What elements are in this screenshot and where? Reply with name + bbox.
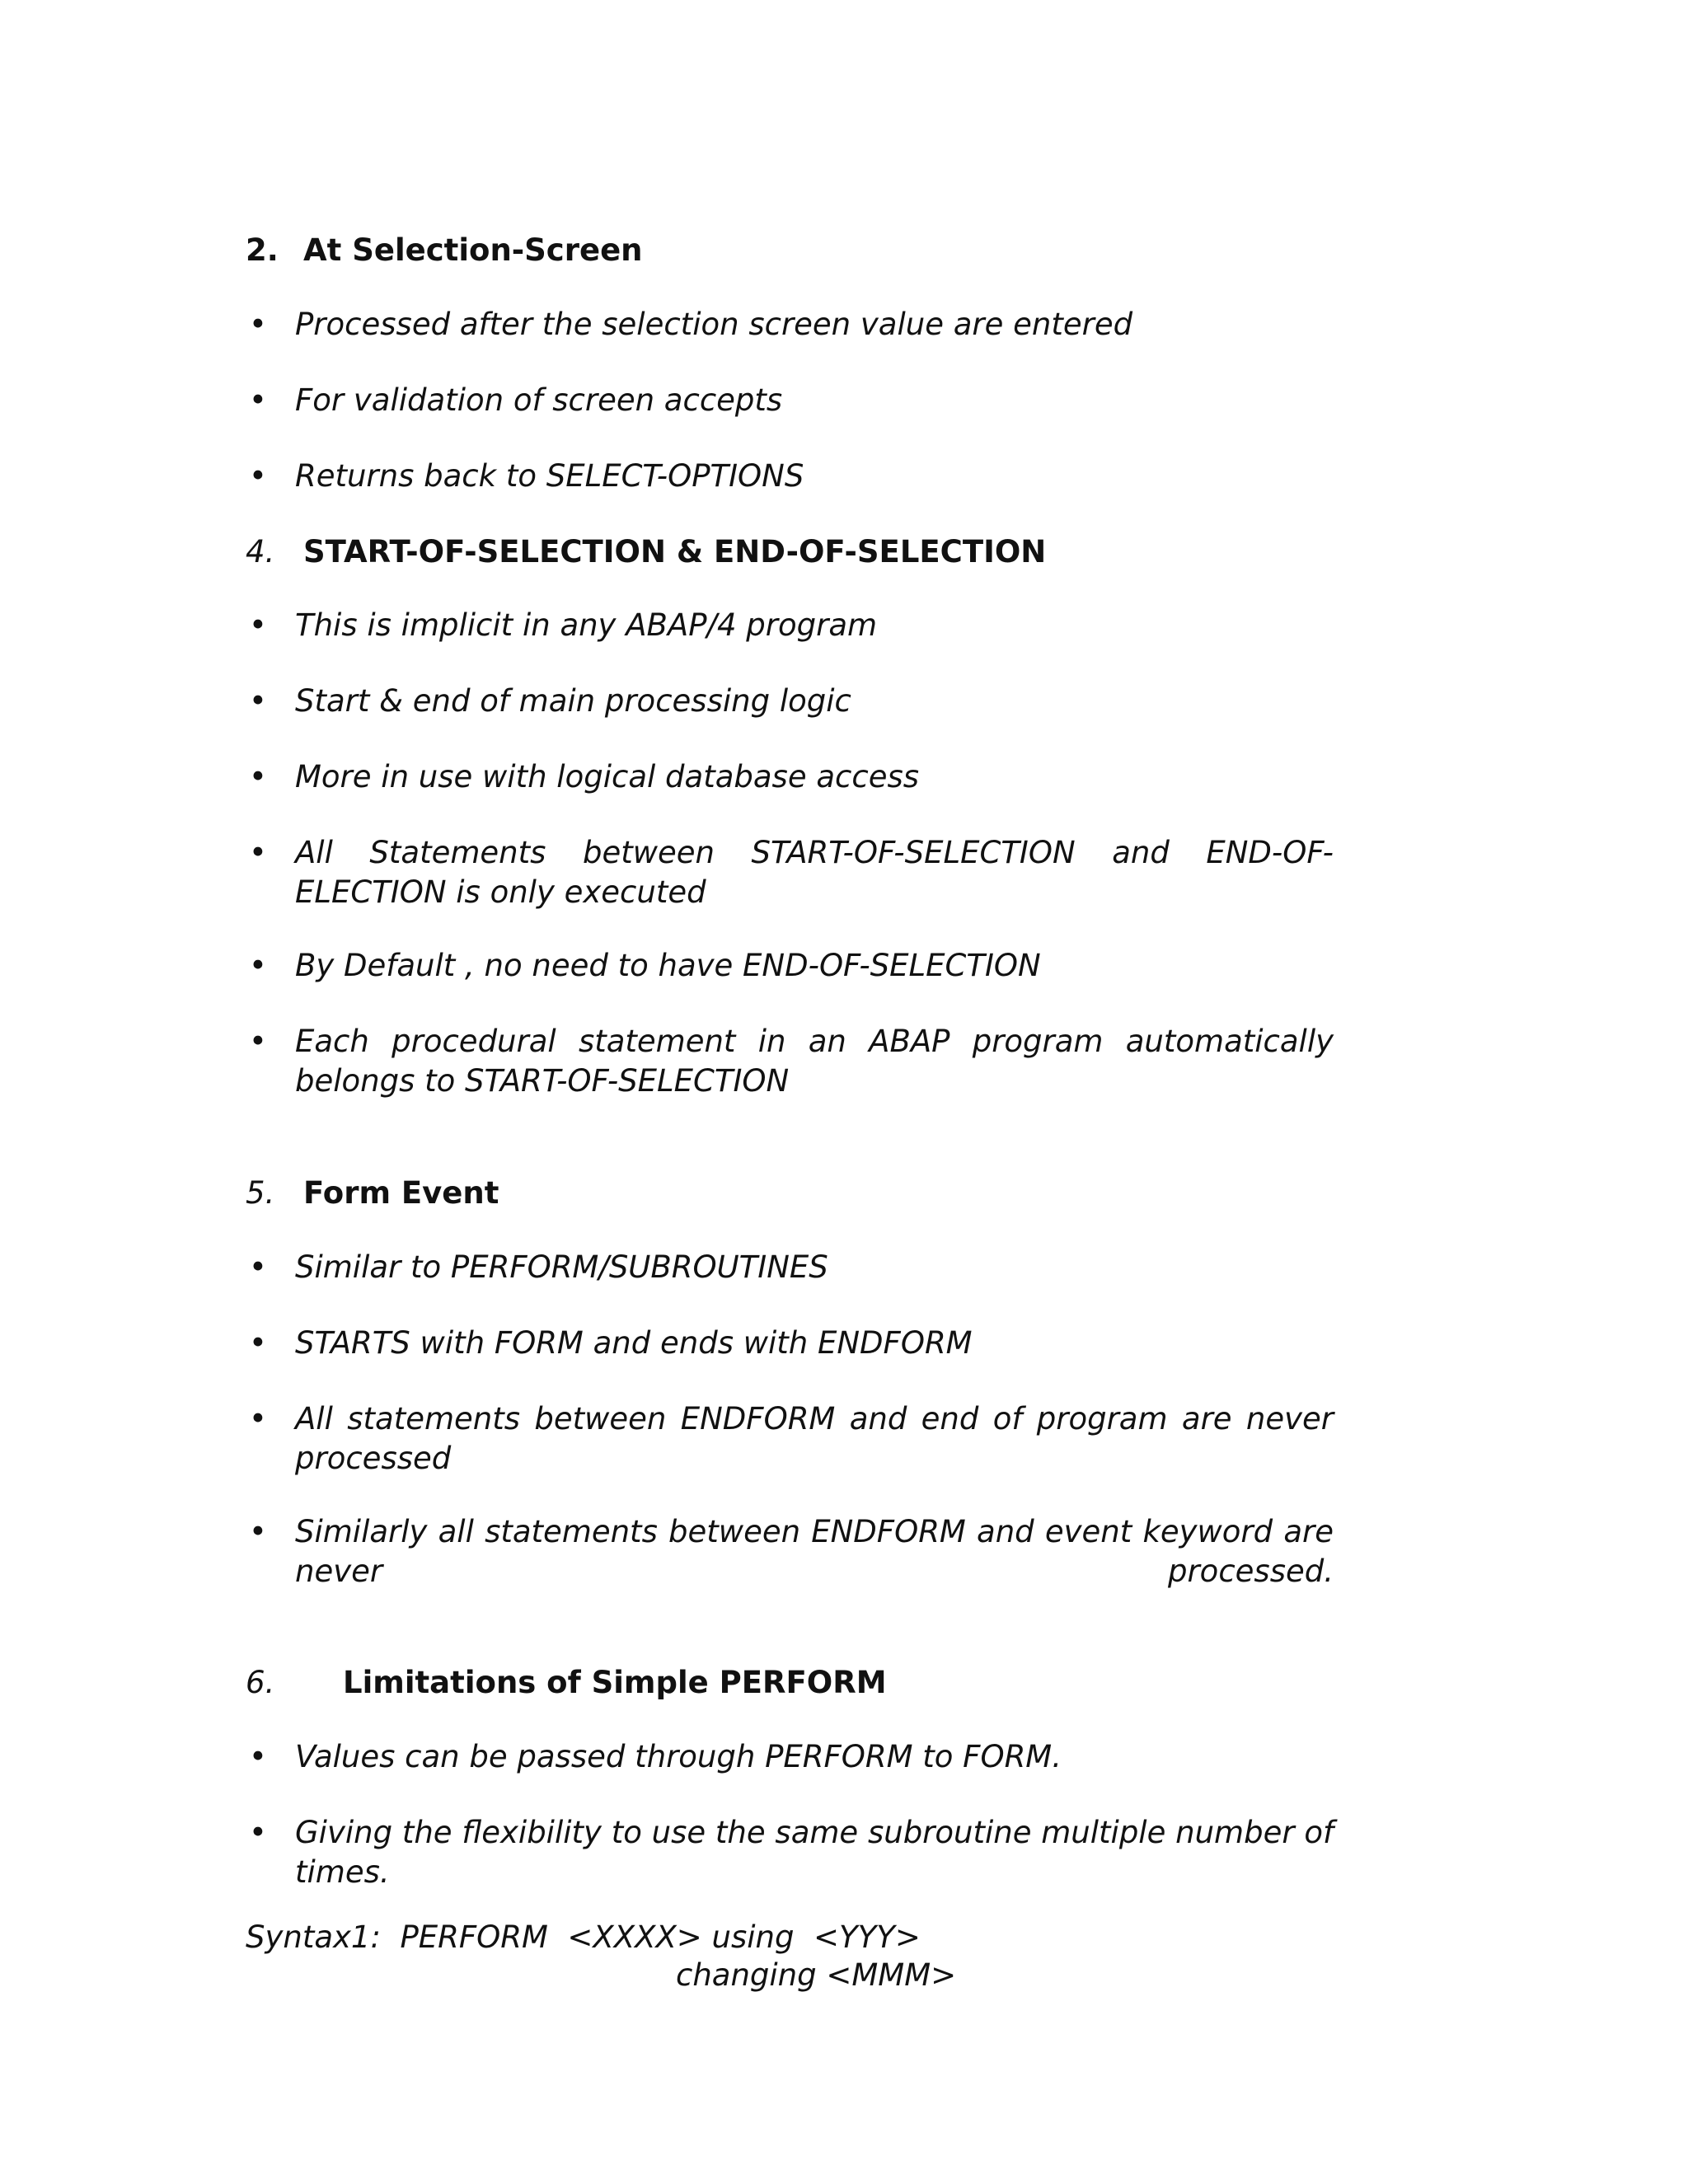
- section-heading-2: [246, 231, 643, 270]
- section-title: Form Event: [303, 1175, 499, 1211]
- section-number: 4.: [246, 534, 275, 569]
- bullet-icon: •: [249, 1325, 267, 1361]
- bullet-icon: •: [249, 1815, 267, 1850]
- list-item-continuation: processed.: [1167, 1554, 1334, 1589]
- list-item: • All statements between ENDFORM and end of program are never processed: [249, 1401, 1334, 1476]
- list-item: • For validation of screen accepts: [246, 381, 1334, 420]
- bullet-icon: •: [249, 1739, 267, 1774]
- list-item: • STARTS with FORM and ends with ENDFORM: [246, 1324, 1334, 1363]
- list-item: • Start & end of main processing logic: [246, 682, 1334, 721]
- bullet-icon: •: [249, 835, 267, 870]
- syntax-line-1: Syntax1: PERFORM <XXXX> using <YYY>: [246, 1919, 921, 1955]
- list-item: • More in use with logical database access: [246, 757, 1334, 797]
- list-item: • This is implicit in any ABAP/4 program: [246, 606, 1334, 645]
- list-item: • Values can be passed through PERFORM to FORM.: [246, 1737, 1334, 1777]
- bullet-icon: •: [249, 1401, 267, 1436]
- section-title: Limitations of Simple PERFORM: [343, 1665, 887, 1700]
- section-number: 5.: [246, 1175, 275, 1211]
- bullet-icon: •: [249, 382, 267, 418]
- bullet-icon: •: [249, 307, 267, 342]
- section-title: START-OF-SELECTION & END-OF-SELECTION: [303, 534, 1047, 569]
- bullet-icon: •: [249, 1024, 267, 1059]
- list-item: • Each procedural statement in an ABAP program automatically belongs to START-OF-SELECTION: [249, 1024, 1334, 1099]
- bullet-icon: •: [249, 607, 267, 643]
- list-item: • Similarly all statements between ENDFORM and event keyword are never: [249, 1514, 1334, 1589]
- section-number: 2.: [246, 232, 279, 268]
- list-item: • Giving the flexibility to use the same subroutine multiple number of times.: [249, 1815, 1334, 1890]
- bullet-icon: •: [249, 458, 267, 494]
- bullet-icon: •: [249, 759, 267, 794]
- bullet-icon: •: [249, 948, 267, 983]
- list-item: • All Statements between START-OF-SELECTION and END-OF-ELECTION is only executed: [249, 835, 1334, 910]
- list-item: • By Default , no need to have END-OF-SELECTION: [246, 946, 1334, 986]
- bullet-icon: •: [249, 683, 267, 719]
- bullet-icon: •: [249, 1514, 267, 1549]
- list-item: • Similar to PERFORM/SUBROUTINES: [246, 1248, 1334, 1287]
- list-item: • Returns back to SELECT-OPTIONS: [246, 457, 1334, 496]
- section-heading-5: [246, 1174, 499, 1213]
- section-number: 6.: [246, 1665, 275, 1700]
- section-title: At Selection-Screen: [303, 232, 643, 268]
- syntax-line-2: changing <MMM>: [676, 1957, 957, 1993]
- section-heading-6: [246, 1663, 887, 1703]
- section-heading-4: [246, 532, 1047, 572]
- list-item: • Processed after the selection screen value are entered: [246, 305, 1334, 344]
- bullet-icon: •: [249, 1249, 267, 1285]
